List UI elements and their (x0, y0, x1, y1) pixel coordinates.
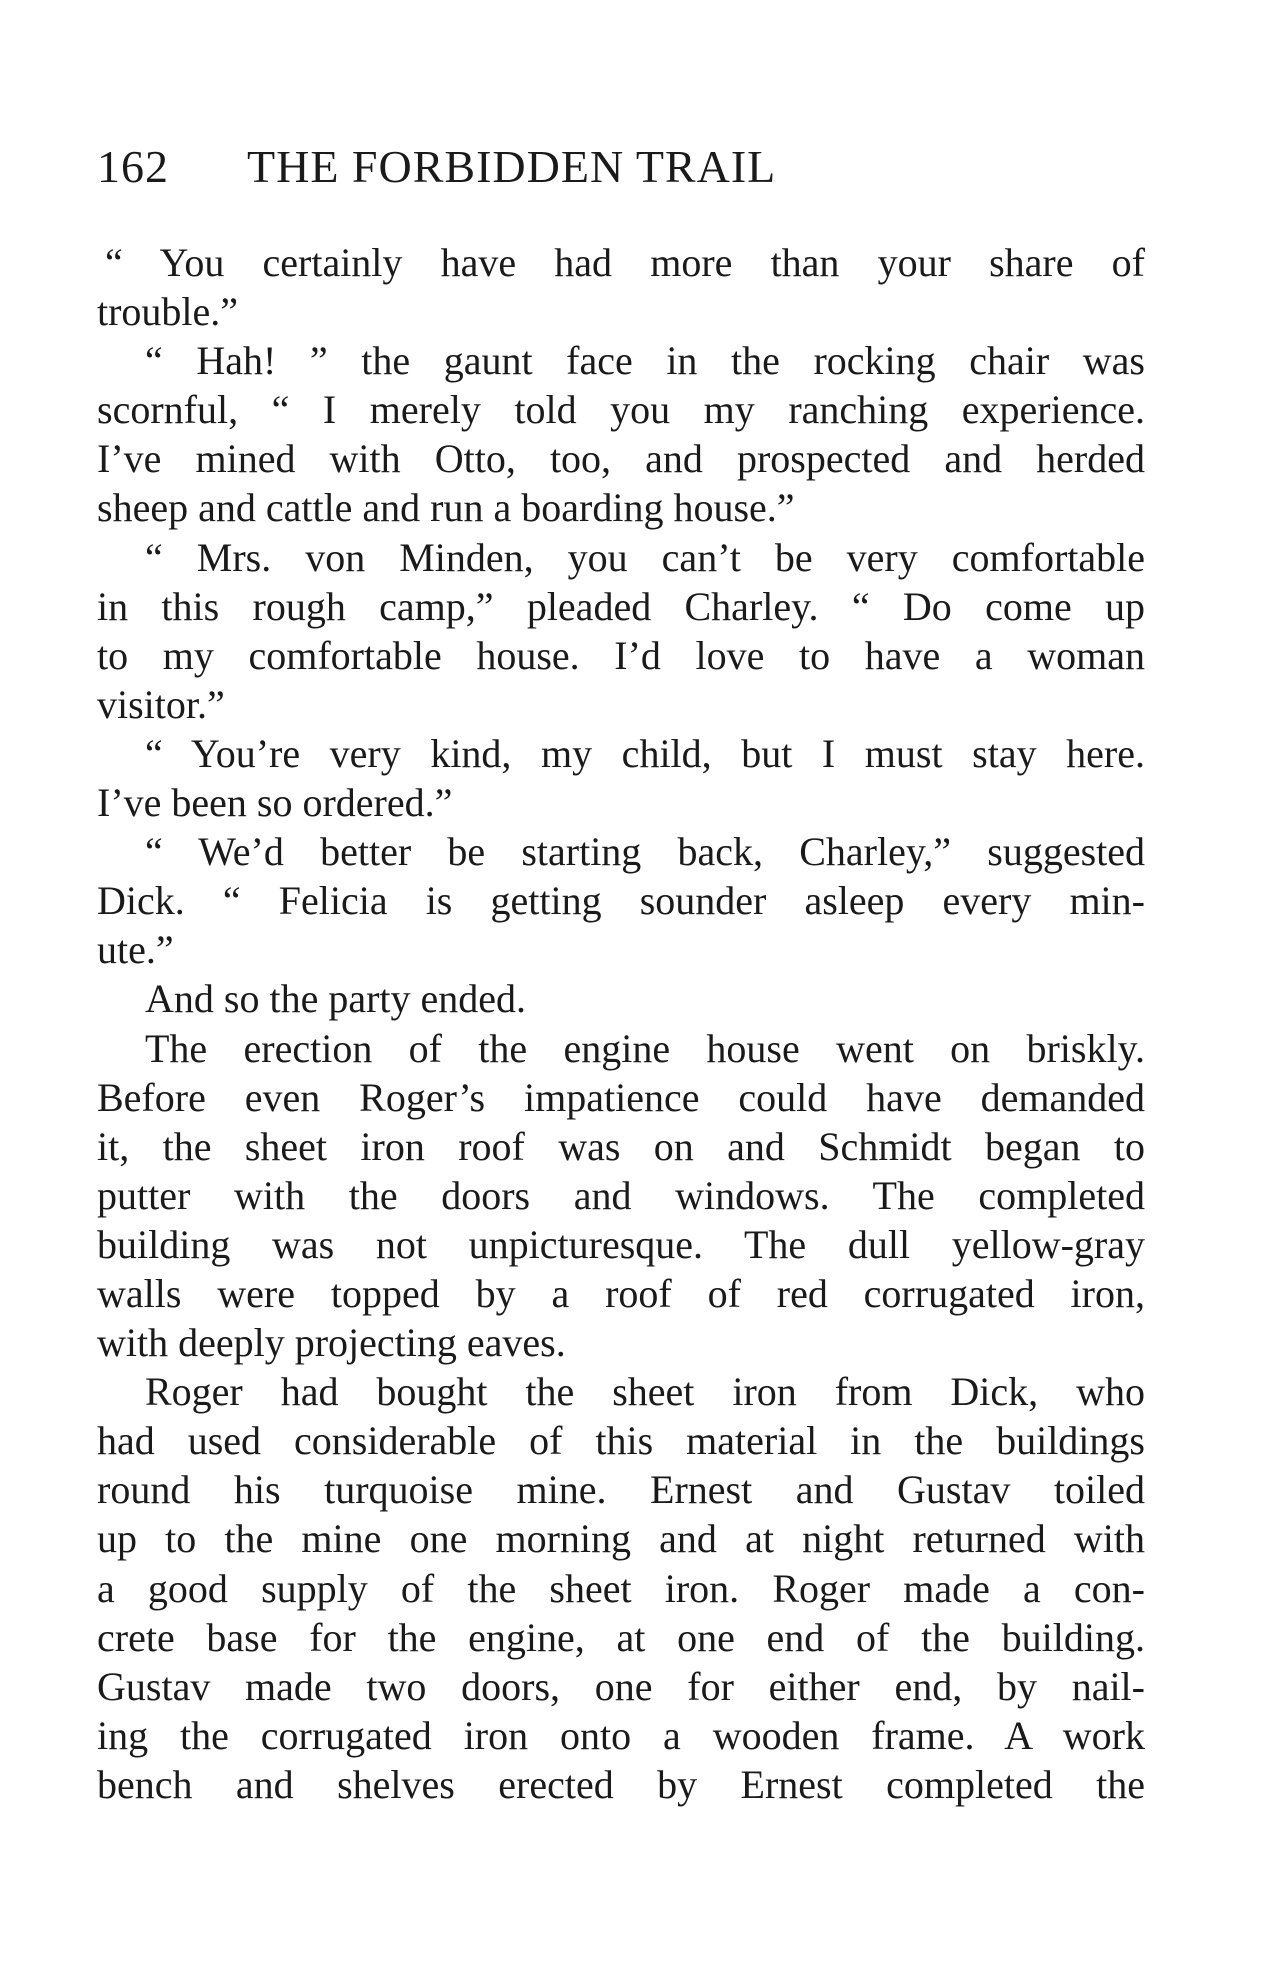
text-line: bench and shelves erected by Ernest completed the (97, 1761, 1145, 1807)
running-title: THE FORBIDDEN TRAIL (247, 141, 777, 192)
text-line: I’ve mined with Otto, too, and prospected and herded (97, 436, 1145, 482)
paragraph-6 (97, 974, 1145, 1023)
text-line: “ Hah! ” the gaunt face in the rocking chair was (145, 338, 1145, 384)
paragraph-3 (97, 533, 1145, 729)
text-line: to my comfortable house. I’d love to have a woman (97, 632, 1145, 678)
text-line: crete base for the engine, at one end of the building. (97, 1614, 1145, 1660)
text-line: The erection of the engine house went on briskly. (145, 1025, 1145, 1071)
text-line: with deeply projecting eaves. (97, 1320, 566, 1366)
text-line: Before even Roger’s impatience could have demanded (97, 1074, 1145, 1120)
text-line: Gustav made two doors, one for either end, by nail- (97, 1663, 1145, 1709)
text-line: “ Mrs. von Minden, you can’t be very comfortable (145, 534, 1145, 580)
paragraph-8 (97, 1367, 1145, 1809)
text-line: a good supply of the sheet iron. Roger made a con- (97, 1565, 1145, 1611)
body-text (97, 238, 1145, 1809)
paragraph-1 (97, 238, 1145, 336)
text-line: round his turquoise mine. Ernest and Gustav toiled (97, 1467, 1145, 1513)
text-line: sheep and cattle and run a boarding house.” (97, 485, 795, 531)
text-line: Roger had bought the sheet iron from Dick, who (145, 1369, 1145, 1415)
text-line: I’ve been so ordered.” (97, 780, 453, 826)
text-line: “ You’re very kind, my child, but I must stay here. (145, 730, 1145, 776)
text-line: had used considerable of this material in the buildings (97, 1418, 1145, 1464)
paragraph-5 (97, 827, 1145, 974)
text-line: And so the party ended. (145, 976, 527, 1022)
text-line: Dick. “ Felicia is getting sounder asleep every min- (97, 878, 1145, 924)
paragraph-4 (97, 729, 1145, 827)
text-line: “ You certainly have had more than your share of (105, 240, 1145, 285)
text-line: visitor.” (97, 681, 225, 727)
text-line: up to the mine one morning and at night returned with (97, 1516, 1145, 1562)
text-line: in this rough camp,” pleaded Charley. “ Do come up (97, 583, 1145, 629)
text-line: “ We’d better be starting back, Charley,” suggested (145, 829, 1145, 875)
text-line: building was not unpicturesque. The dull yellow-gray (97, 1221, 1145, 1267)
text-line: it, the sheet iron roof was on and Schmidt began to (97, 1123, 1145, 1169)
text-line: putter with the doors and windows. The completed (97, 1172, 1145, 1218)
page-number: 162 (97, 141, 169, 192)
text-line: trouble.” (97, 289, 239, 335)
text-line: ute.” (97, 927, 174, 973)
text-line: ing the corrugated iron onto a wooden frame. A work (97, 1712, 1145, 1758)
paragraph-2 (97, 336, 1145, 532)
text-line: scornful, “ I merely told you my ranching experience. (97, 387, 1145, 433)
running-head (97, 140, 1145, 198)
paragraph-7 (97, 1024, 1145, 1368)
text-line: walls were topped by a roof of red corrugated iron, (97, 1270, 1145, 1316)
